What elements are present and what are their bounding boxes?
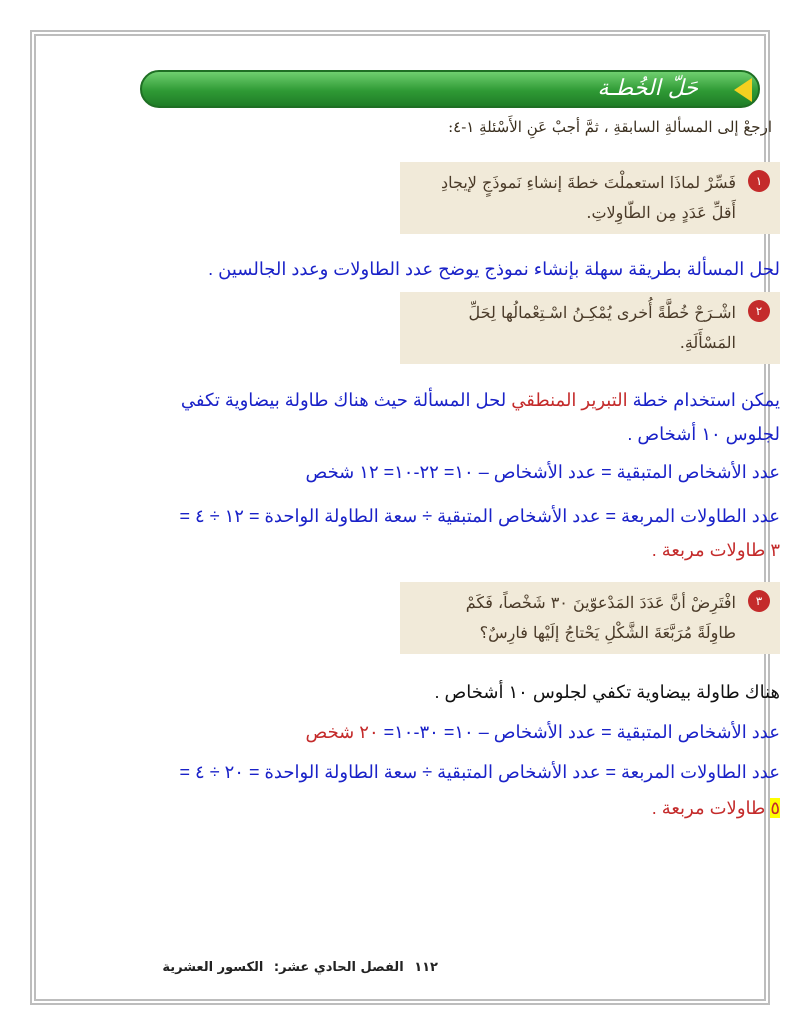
question-1 — [400, 162, 780, 234]
answer-2-line-2: لجلوس ١٠ أشخاص . — [627, 424, 780, 444]
answer-text: يمكن استخدام خطة — [627, 390, 780, 410]
answer-2-line-4: عدد الطاولات المربعة = عدد الأشخاص المتبقية ÷ سعة الطاولة الواحدة = ١٢ ÷ ٤ = — [179, 506, 780, 526]
question-line: افْتَرِضْ أنَّ عَدَدَ المَدْعوّينَ ٣٠ شَخْصاً، فَكَمْ — [465, 593, 736, 612]
page-number: ١١٢ — [414, 960, 438, 975]
solve-plan-banner — [140, 70, 760, 108]
question-line: فَسِّرْ لماذَا استعملْتَ خطةَ إنشاءِ نَموذَجٍ لإيجادِ — [441, 173, 736, 192]
question-line: اشْـرَحْ خُطَّةً أُخرى يُمْكِـنُ اسْـتِعْمالُها لِحَلِّ — [468, 303, 736, 322]
instruction-text: ارجعْ إلى المسألةِ السابقةِ ، ثمَّ أجبْ عَنِ الأَسْئلةِ ١-٤: — [448, 118, 772, 136]
answer-3-line-2 — [40, 718, 780, 746]
question-line: أَقلِّ عَدَدٍ مِن الطّاوِلاتِ. — [586, 203, 736, 222]
question-2 — [400, 292, 780, 364]
question-number: ١ — [748, 170, 770, 192]
answer-result: ٢٠ شخص — [305, 722, 379, 742]
question-number: ٢ — [748, 300, 770, 322]
arrow-icon — [734, 78, 752, 102]
highlighted-term: التبرير المنطقي — [511, 390, 628, 410]
question-number: ٣ — [748, 590, 770, 612]
chapter-label: الفصل الحادي عشر: — [273, 960, 404, 975]
answer-2-line-1 — [40, 386, 780, 414]
answer-3-line-3: عدد الطاولات المربعة = عدد الأشخاص المتبقية ÷ سعة الطاولة الواحدة = ٢٠ ÷ ٤ = — [179, 762, 780, 782]
answer-text: عدد الأشخاص المتبقية = عدد الأشخاص – ١٠= ٣٠-١٠= — [378, 722, 780, 742]
question-line: طاوِلَةً مُرَبَّعَةَ الشَّكْلِ يَحْتاجُ إلَيْها فارِسٌ؟ — [479, 623, 736, 642]
chapter-topic: الكسور العشرية — [162, 960, 264, 975]
answer-1: لحل المسألة بطريقة سهلة بإنشاء نموذج يوضح عدد الطاولات وعدد الجالسين . — [208, 259, 780, 279]
answer-3-line-1: هناك طاولة بيضاوية تكفي لجلوس ١٠ أشخاص . — [434, 682, 780, 702]
answer-2-line-3: عدد الأشخاص المتبقية = عدد الأشخاص – ١٠= ٢٢-١٠= ١٢ شخص — [305, 462, 780, 482]
page-footer — [58, 960, 438, 975]
answer-text: طاولات مربعة . — [651, 798, 771, 818]
answer-text: لحل المسألة حيث هناك طاولة بيضاوية تكفي — [180, 390, 512, 410]
banner-title: حَلّ الخُطـة — [597, 76, 698, 101]
question-3 — [400, 582, 780, 654]
answer-3-line-4 — [40, 794, 780, 822]
highlighted-number: ٥ — [770, 798, 780, 818]
answer-2-line-5: ٣ طاولات مربعة . — [651, 540, 780, 560]
question-line: المَسْأَلَةِ. — [679, 333, 736, 352]
